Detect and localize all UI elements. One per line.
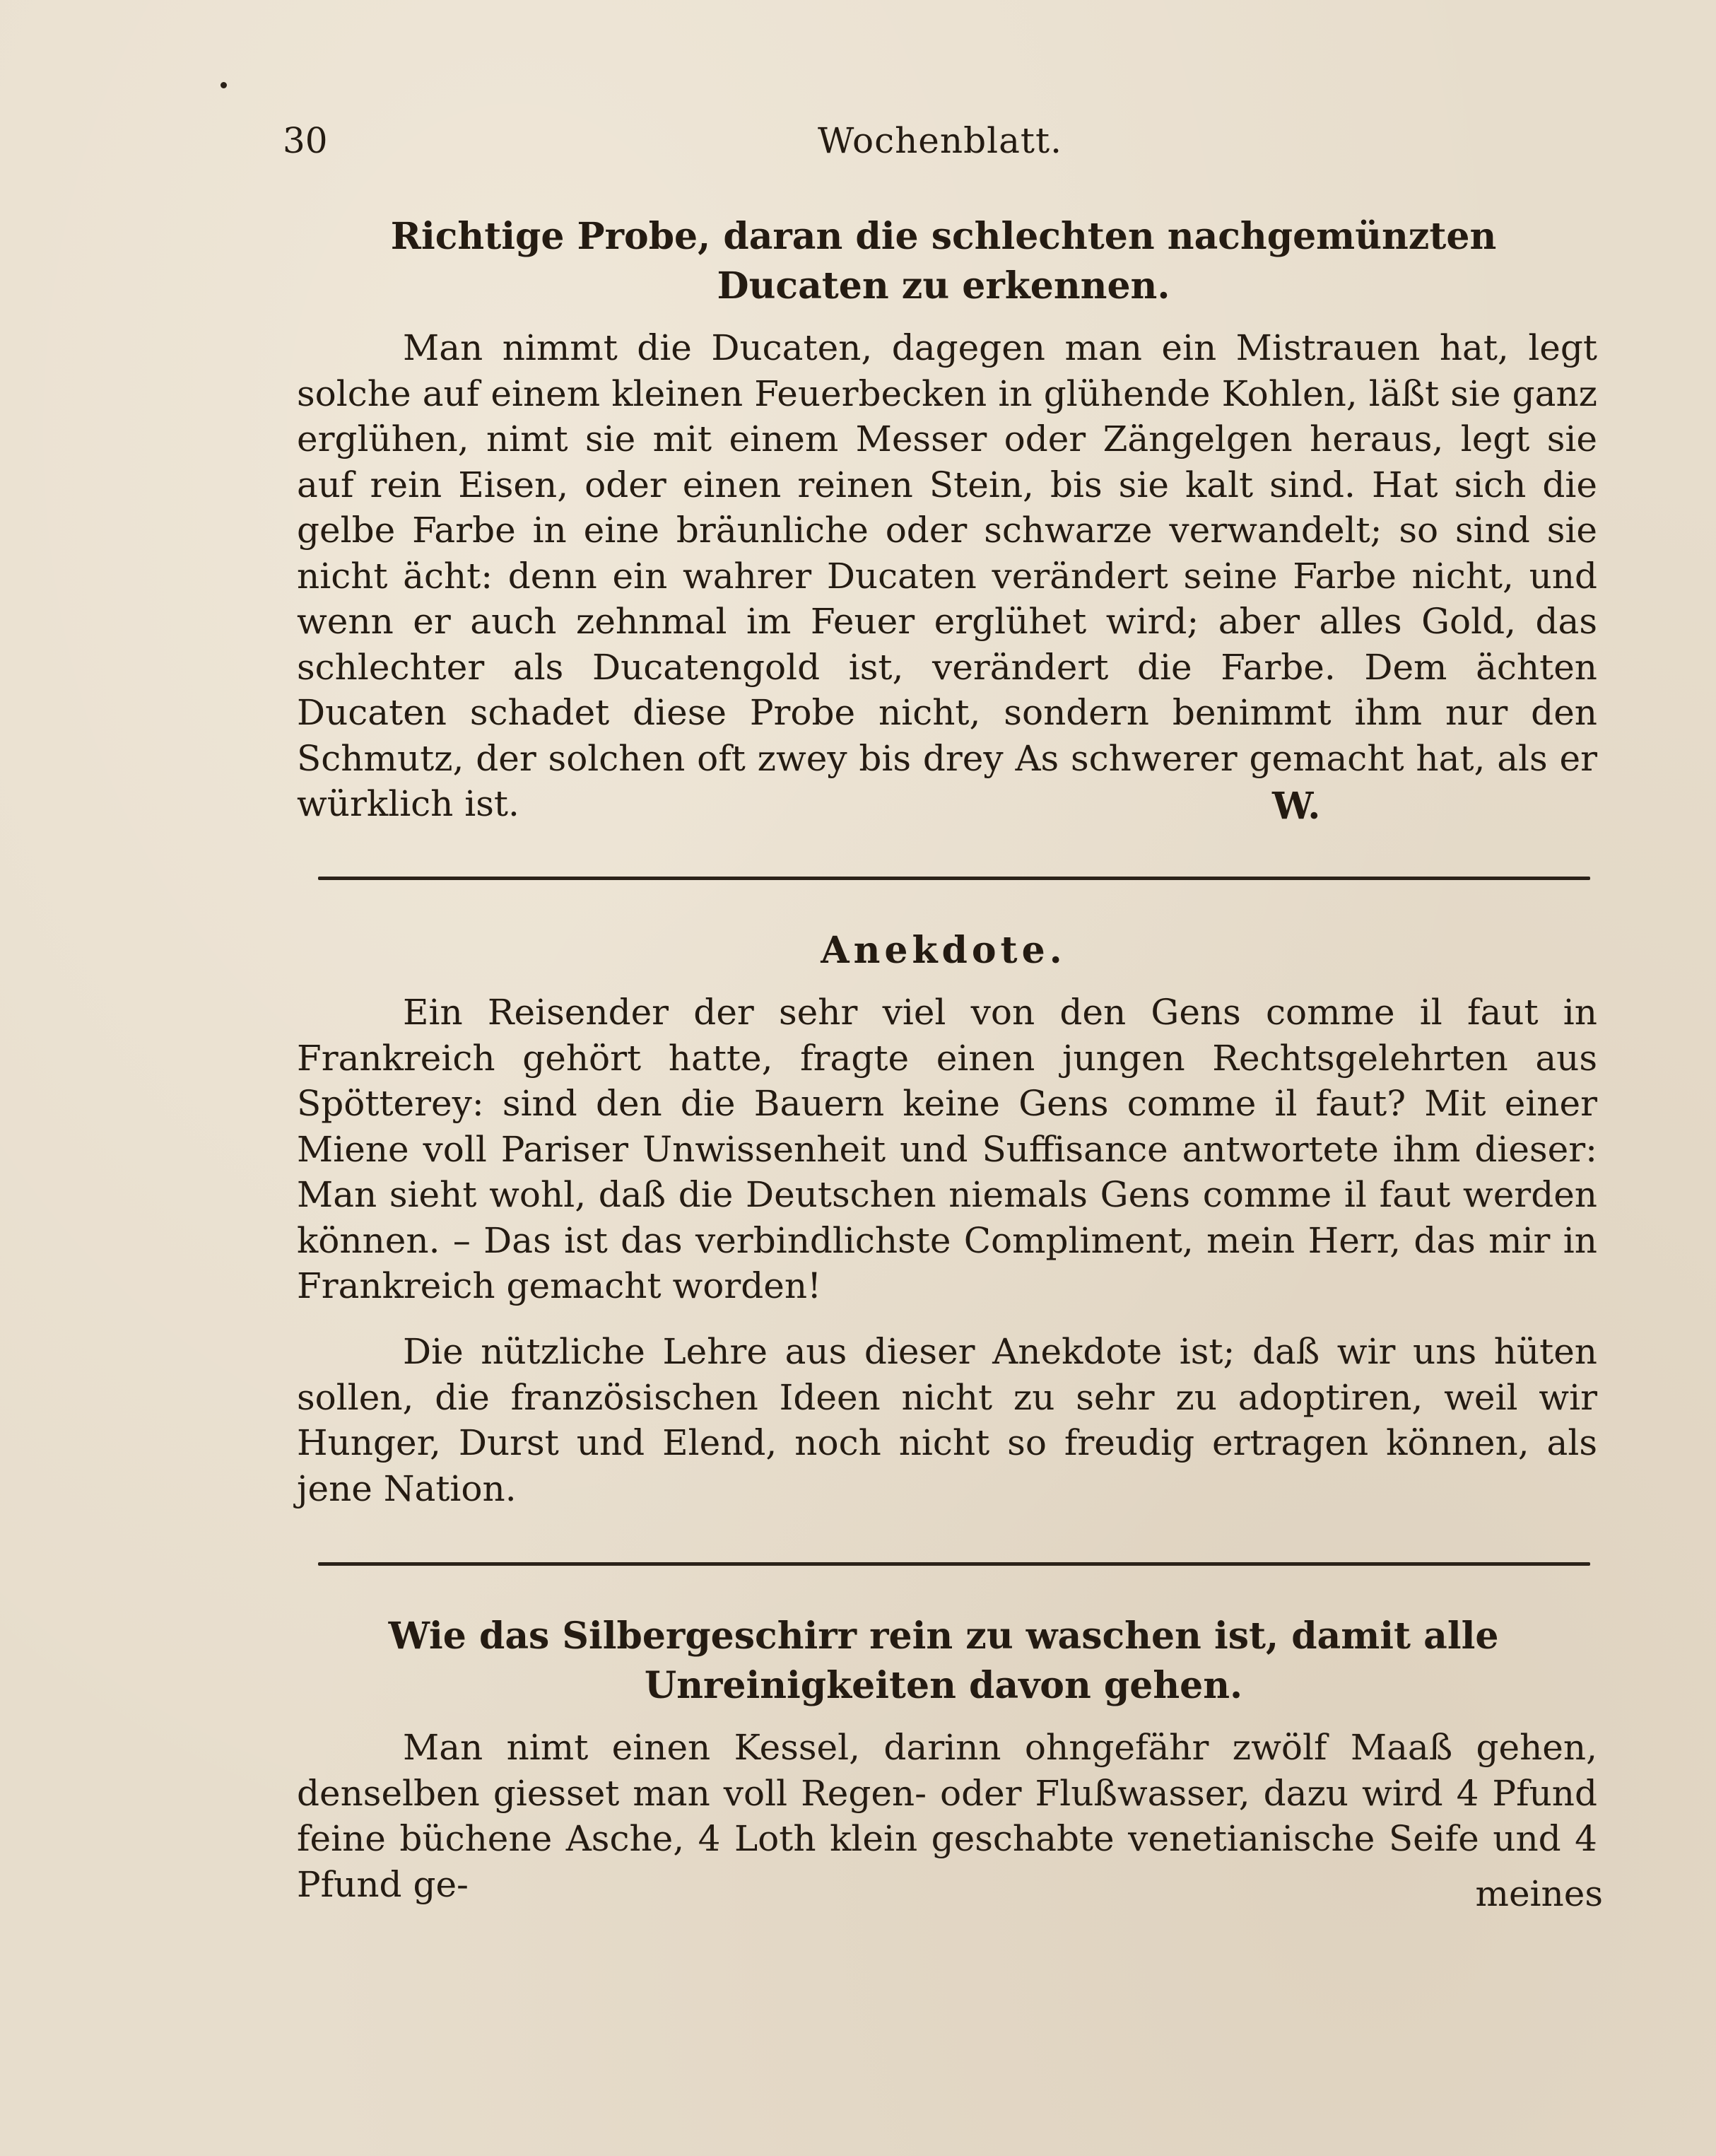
article1-body: Man nimmt die Ducaten, dagegen man ein Mistrauen hat, legt solche auf einem kleinen Feuerbecken in glühende Kohlen, läßt sie ganz erglühen, nimt sie mit einem Messer oder Zängelgen heraus, legt sie auf rein Eisen, oder einen reinen Stein, bis sie kalt sind. Hat sich die gelbe Farbe in eine bräunliche oder schwarze verwandelt; so sind sie nicht ächt: denn ein wahrer Ducaten verändert seine Farbe nicht, und wenn er auch zehnmal im Feuer erglühet wird; aber alles Gold, das schlechter als Ducatengold ist, verändert die Farbe. Dem ächten Ducaten schadet diese Probe nicht, sondern benimmt ihm nur den Schmutz, der solchen oft zwey bis drey As schwerer gemacht hat, als er würklich ist. xyxy=(297,327,1597,824)
page-number: 30 xyxy=(283,120,328,161)
article3-body: Man nimt einen Kessel, darinn ohngefähr zwölf Maaß gehen, denselben giesset man voll Regen- oder Flußwasser, dazu wird 4 Pfund feine büchene Asche, 4 Loth klein geschabte venetianische Seife und 4 Pfund ge- xyxy=(297,1727,1597,1905)
article3-title-line1: Wie das Silbergeschirr rein zu waschen ist, damit alle xyxy=(388,1615,1499,1658)
section-divider xyxy=(318,877,1590,880)
article1-title-line1: Richtige Probe, daran die schlechten nachgemünzten xyxy=(390,215,1497,258)
article2-paragraph2: Die nützliche Lehre aus dieser Anekdote ist; daß wir uns hüten sollen, die französischen Ideen nicht zu sehr zu adoptiren, weil wir Hunger, Durst und Elend, noch nicht so freudig ertragen können, als jene Nation. xyxy=(297,1331,1597,1509)
article1-signature: W. xyxy=(1272,785,1321,828)
article1-title-line2: Ducaten zu erkennen. xyxy=(717,264,1170,307)
page-header xyxy=(283,120,1597,170)
running-title: Wochenblatt. xyxy=(818,120,1062,161)
article3-title-line2: Unreinigkeiten davon gehen. xyxy=(644,1664,1243,1707)
catchword: meines xyxy=(1475,1873,1603,1914)
ink-speck xyxy=(221,82,227,88)
article2-title: Anekdote. xyxy=(821,929,1066,972)
article2-paragraph1: Ein Reisender der sehr viel von den Gens comme il faut in Frankreich gehört hatte, fragte einen jungen Rechtsgelehrten aus Spötterey: sind den die Bauern keine Gens comme il faut? Mit einer Miene voll Pariser Unwissenheit und Suffisance antwortete ihm dieser: Man sieht wohl, daß die Deutschen niemals Gens comme il faut werden können. – Das ist das verbindlichste Compliment, mein Herr, das mir in Frankreich gemacht worden! xyxy=(297,992,1597,1306)
section-divider xyxy=(318,1562,1590,1566)
